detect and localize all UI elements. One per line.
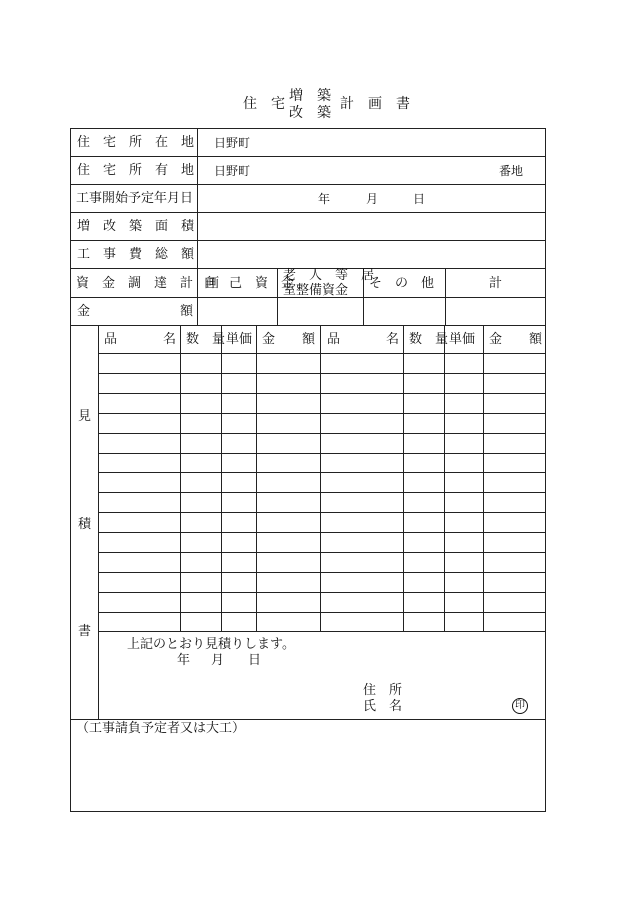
total-cost-label: 工 事 費 総 額 <box>77 247 195 262</box>
owner-suffix: 番地 <box>499 164 524 178</box>
col-qty: 数 量 <box>186 332 226 347</box>
title-prefix: 住 宅 <box>243 96 285 112</box>
contractor-label: （工事請負予定者又は大工） <box>76 721 246 736</box>
address-value[interactable]: 日野町 <box>214 136 251 150</box>
area-label: 増 改 築 面 積 <box>77 219 195 234</box>
title-suffix: 計 画 書 <box>340 96 410 112</box>
funding-label: 資 金 調 達 計 画 <box>76 276 220 291</box>
amount-label-2: 額 <box>180 304 194 319</box>
title-stack-top: 増 築 <box>289 88 331 104</box>
owner-label: 住 宅 所 有 地 <box>77 163 195 178</box>
col-item-1: 品 <box>327 332 341 347</box>
start-month: 月 <box>366 192 379 206</box>
funding-sum: 計 <box>489 276 503 291</box>
col-unit: 単価 <box>449 332 476 347</box>
funding-own: 自 己 資 金 <box>203 276 295 291</box>
estimate-day: 日 <box>248 653 262 668</box>
funding-elderly-top: 老 人 等 居 <box>283 268 375 283</box>
col-amount-1: 金 <box>262 332 276 347</box>
col-amount-2: 額 <box>529 332 543 347</box>
seal-icon: 印 <box>512 698 528 714</box>
estimate-name-label: 氏 名 <box>363 699 403 714</box>
start-year: 年 <box>318 192 331 206</box>
start-date-label: 工事開始予定年月日 <box>76 191 194 206</box>
col-item-2: 名 <box>163 332 177 347</box>
col-qty: 数 量 <box>409 332 449 347</box>
col-item-2: 名 <box>386 332 400 347</box>
title-stack-bottom: 改 築 <box>289 105 331 121</box>
estimate-side-1: 見 <box>78 409 92 424</box>
start-day: 日 <box>413 192 426 206</box>
col-unit: 単価 <box>226 332 253 347</box>
estimate-side-3: 書 <box>78 624 92 639</box>
estimate-side-2: 積 <box>78 517 92 532</box>
amount-label-1: 金 <box>77 304 91 319</box>
funding-elderly-bottom: 室整備資金 <box>283 283 349 298</box>
estimate-year: 年 <box>177 653 191 668</box>
estimate-month: 月 <box>211 653 225 668</box>
col-amount-1: 金 <box>489 332 503 347</box>
address-label: 住 宅 所 在 地 <box>77 135 195 150</box>
estimate-note: 上記のとおり見積りします。 <box>127 637 295 652</box>
col-item-1: 品 <box>104 332 118 347</box>
col-amount-2: 額 <box>302 332 316 347</box>
owner-value[interactable]: 日野町 <box>214 164 251 178</box>
funding-other: そ の 他 <box>369 276 435 291</box>
estimate-address-label: 住 所 <box>363 683 403 698</box>
